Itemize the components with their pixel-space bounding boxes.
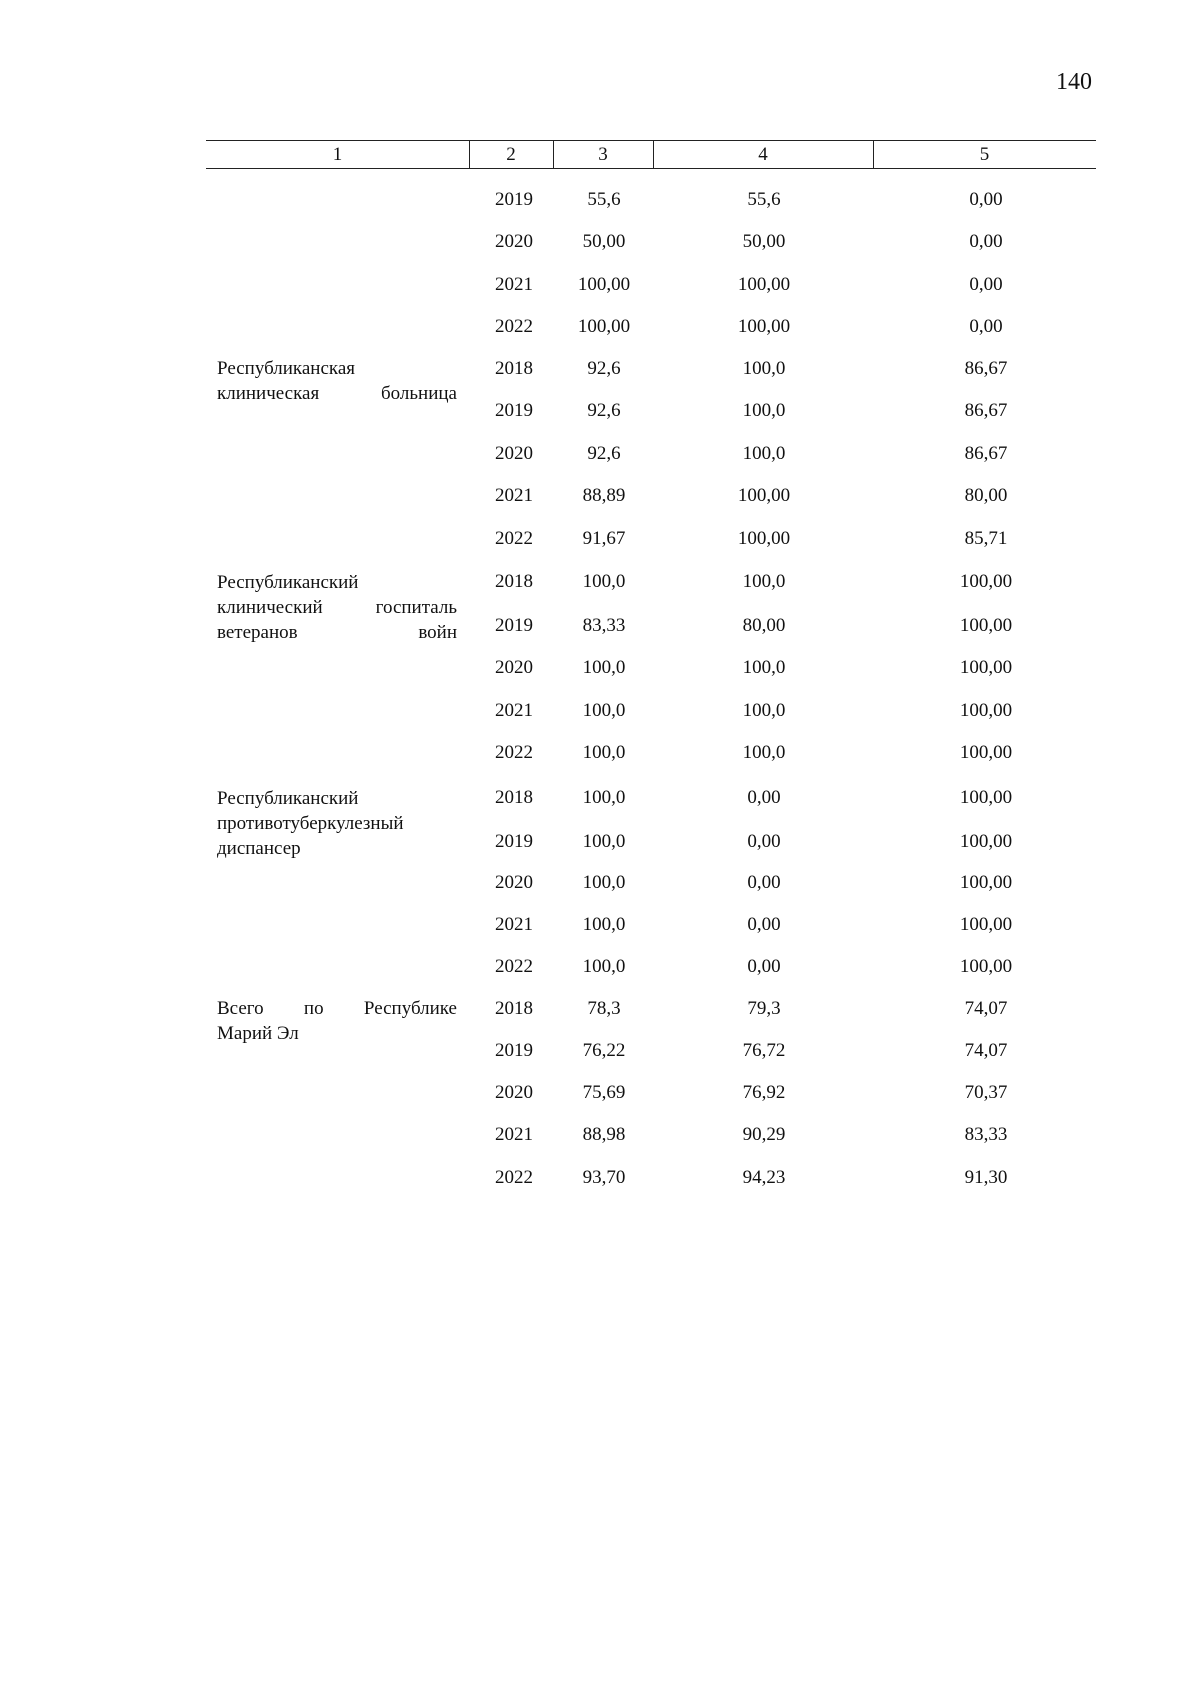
- value-cell: 100,00: [737, 528, 791, 549]
- year-cell: 2022: [495, 528, 533, 549]
- table-row: [206, 653, 1096, 683]
- column-header-1: 1: [332, 144, 343, 165]
- value-cell: 0,00: [747, 872, 781, 893]
- value-cell: 100,00: [959, 700, 1013, 721]
- value-cell: 100,0: [582, 872, 626, 893]
- value-cell: 76,22: [582, 1040, 626, 1061]
- year-cell: 2019: [495, 400, 533, 421]
- year-cell: 2020: [495, 872, 533, 893]
- organization-name-line: противотуберкулезный: [217, 813, 404, 834]
- value-cell: 91,30: [964, 1167, 1008, 1188]
- table-row: [206, 354, 1096, 384]
- year-cell: 2018: [495, 998, 533, 1019]
- table-row: [206, 783, 1096, 813]
- year-cell: 2021: [495, 1124, 533, 1145]
- year-cell: 2020: [495, 657, 533, 678]
- value-cell: 50,00: [582, 231, 626, 252]
- value-cell: 76,72: [742, 1040, 786, 1061]
- value-cell: 88,98: [582, 1124, 626, 1145]
- value-cell: 88,89: [582, 485, 626, 506]
- organization-name-line: Марий Эл: [217, 1023, 299, 1044]
- value-cell: 94,23: [742, 1167, 786, 1188]
- value-cell: 100,0: [742, 358, 786, 379]
- value-cell: 0,00: [747, 831, 781, 852]
- table-row: [206, 524, 1096, 554]
- value-cell: 100,0: [582, 700, 626, 721]
- table-row: [206, 185, 1096, 215]
- value-cell: 100,0: [582, 956, 626, 977]
- year-cell: 2018: [495, 571, 533, 592]
- value-cell: 86,67: [964, 358, 1008, 379]
- value-cell: 74,07: [964, 1040, 1008, 1061]
- table-row: [206, 312, 1096, 342]
- value-cell: 100,00: [959, 571, 1013, 592]
- table-row: [206, 1163, 1096, 1193]
- value-cell: 86,67: [964, 443, 1008, 464]
- value-cell: 100,0: [582, 571, 626, 592]
- value-cell: 0,00: [969, 189, 1003, 210]
- value-cell: 92,6: [587, 443, 621, 464]
- table-row: [206, 270, 1096, 300]
- value-cell: 100,00: [959, 787, 1013, 808]
- page-number: 140: [1056, 69, 1092, 95]
- value-cell: 91,67: [582, 528, 626, 549]
- year-cell: 2019: [495, 1040, 533, 1061]
- value-cell: 100,00: [959, 872, 1013, 893]
- value-cell: 100,00: [959, 914, 1013, 935]
- column-header-4: 4: [758, 144, 768, 165]
- year-cell: 2021: [495, 274, 533, 295]
- organization-name-line: клинический госпиталь: [217, 597, 457, 618]
- table-row: [206, 868, 1096, 898]
- value-cell: 0,00: [747, 914, 781, 935]
- value-cell: 93,70: [582, 1167, 626, 1188]
- value-cell: 80,00: [742, 615, 786, 636]
- table-row: [206, 1078, 1096, 1108]
- year-cell: 2020: [495, 1082, 533, 1103]
- table-row: [206, 696, 1096, 726]
- value-cell: 90,29: [742, 1124, 786, 1145]
- year-cell: 2020: [495, 231, 533, 252]
- year-cell: 2018: [495, 787, 533, 808]
- organization-name-line: Республиканский: [217, 572, 359, 593]
- value-cell: 100,0: [582, 657, 626, 678]
- year-cell: 2018: [495, 358, 533, 379]
- year-cell: 2022: [495, 742, 533, 763]
- value-cell: 50,00: [742, 231, 786, 252]
- value-cell: 55,6: [587, 189, 621, 210]
- year-cell: 2019: [495, 189, 533, 210]
- value-cell: 100,0: [742, 742, 786, 763]
- table-row: [206, 910, 1096, 940]
- value-cell: 92,6: [587, 358, 621, 379]
- year-cell: 2019: [495, 615, 533, 636]
- value-cell: 0,00: [969, 274, 1003, 295]
- value-cell: 100,0: [582, 914, 626, 935]
- year-cell: 2021: [495, 914, 533, 935]
- value-cell: 83,33: [582, 615, 626, 636]
- table-row: [206, 994, 1096, 1024]
- table-row: [206, 611, 1096, 641]
- table-row: [206, 396, 1096, 426]
- value-cell: 80,00: [964, 485, 1008, 506]
- value-cell: 92,6: [587, 400, 621, 421]
- organization-name-line: ветеранов войн: [217, 622, 457, 643]
- value-cell: 0,00: [969, 231, 1003, 252]
- value-cell: 79,3: [747, 998, 781, 1019]
- value-cell: 100,0: [582, 742, 626, 763]
- table-row: [206, 227, 1096, 257]
- value-cell: 100,0: [582, 787, 626, 808]
- value-cell: 0,00: [747, 956, 781, 977]
- organization-name-line: диспансер: [217, 838, 301, 859]
- column-header-2: 2: [506, 144, 516, 165]
- value-cell: 100,00: [737, 485, 791, 506]
- table-row: [206, 567, 1096, 597]
- table-row: [206, 481, 1096, 511]
- table-row: [206, 827, 1096, 857]
- value-cell: 100,00: [577, 316, 631, 337]
- value-cell: 100,00: [737, 274, 791, 295]
- value-cell: 86,67: [964, 400, 1008, 421]
- value-cell: 100,00: [959, 615, 1013, 636]
- value-cell: 0,00: [747, 787, 781, 808]
- value-cell: 100,0: [742, 571, 786, 592]
- value-cell: 76,92: [742, 1082, 786, 1103]
- column-header-5: 5: [979, 144, 990, 165]
- value-cell: 100,0: [742, 443, 786, 464]
- year-cell: 2022: [495, 1167, 533, 1188]
- value-cell: 55,6: [747, 189, 781, 210]
- table-row: [206, 439, 1096, 469]
- value-cell: 75,69: [582, 1082, 626, 1103]
- table-header: [206, 140, 1096, 169]
- year-cell: 2021: [495, 700, 533, 721]
- value-cell: 100,0: [742, 657, 786, 678]
- value-cell: 100,0: [582, 831, 626, 852]
- value-cell: 100,00: [737, 316, 791, 337]
- organization-name-line: Республиканский: [217, 788, 359, 809]
- year-cell: 2021: [495, 485, 533, 506]
- value-cell: 74,07: [964, 998, 1008, 1019]
- value-cell: 83,33: [964, 1124, 1008, 1145]
- value-cell: 85,71: [964, 528, 1008, 549]
- table-row: [206, 1120, 1096, 1150]
- value-cell: 100,0: [742, 700, 786, 721]
- year-cell: 2022: [495, 956, 533, 977]
- value-cell: 100,00: [959, 657, 1013, 678]
- value-cell: 78,3: [587, 998, 621, 1019]
- value-cell: 100,0: [742, 400, 786, 421]
- value-cell: 100,00: [577, 274, 631, 295]
- organization-name-line: клиническая больница: [217, 383, 457, 404]
- year-cell: 2019: [495, 831, 533, 852]
- value-cell: 0,00: [969, 316, 1003, 337]
- value-cell: 100,00: [959, 831, 1013, 852]
- table-row: [206, 952, 1096, 982]
- column-header-3: 3: [598, 144, 608, 165]
- organization-name-line: Республиканская: [217, 358, 356, 379]
- value-cell: 70,37: [964, 1082, 1008, 1103]
- year-cell: 2020: [495, 443, 533, 464]
- value-cell: 100,00: [959, 742, 1013, 763]
- table-row: [206, 1036, 1096, 1066]
- year-cell: 2022: [495, 316, 533, 337]
- organization-name-line: Всего по Республике: [217, 998, 457, 1019]
- table-row: [206, 738, 1096, 768]
- value-cell: 100,00: [959, 956, 1013, 977]
